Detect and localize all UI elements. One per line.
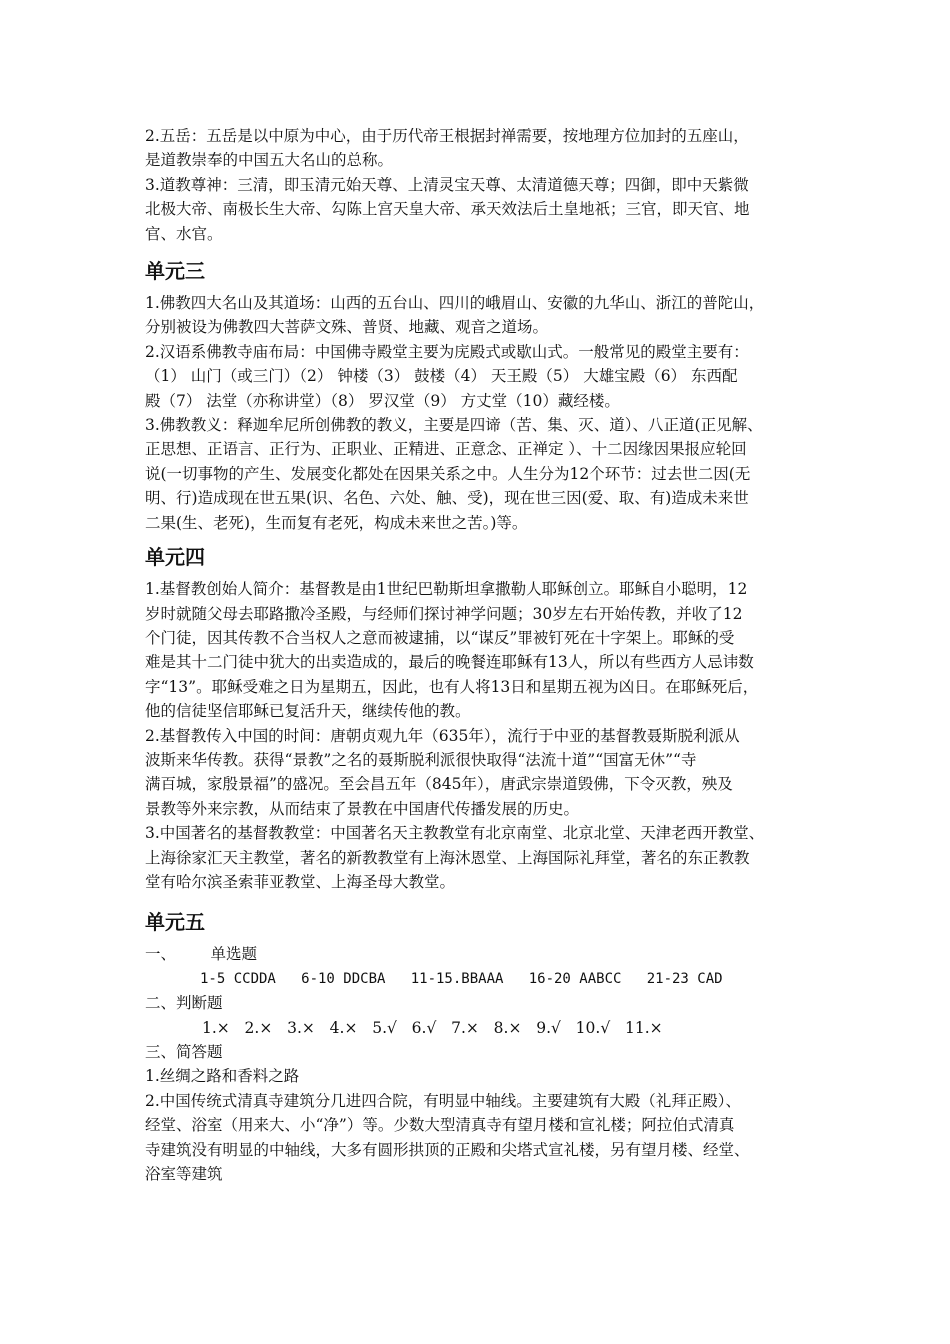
text-line: 1.佛教四大名山及其道场：山西的五台山、四川的峨眉山、安徽的九华山、浙江的普陀山， <box>145 294 765 313</box>
text-line: 字“13”。耶稣受难之日为星期五，因此，也有人将13日和星期五视为凶日。在耶稣死后， <box>145 677 759 696</box>
text-line: 二果(生、老死)，生而复有老死，构成未来世之苦。)等。 <box>145 513 528 532</box>
text-line: 岁时就随父母去耶路撒冷圣殿，与经师们探讨神学问题；30岁左右开始传教，并收了12 <box>145 604 743 623</box>
unit5-body <box>145 942 820 1186</box>
text-line: 个门徒，因其传教不合当权人之意而被逮捕，以“谋反”罪被钉死在十字架上。耶稣的受 <box>145 628 735 647</box>
section-true-false: 二、判断题 <box>145 994 223 1013</box>
true-false-answers: 1.× 2.× 3.× 4.× 5.√ 6.√ 7.× 8.× 9.√ 10.√ 11.× <box>202 1018 663 1037</box>
text-line: 3.道教尊神：三清，即玉清元始天尊、上清灵宝天尊、太清道德天尊；四御，即中天紫微 <box>145 175 749 194</box>
section-single-choice: 一、 单选题 <box>145 945 257 964</box>
text-line: 波斯来华传教。获得“景教”之名的聂斯脱利派很快取得“法流十道”“国富无休”“寺 <box>145 750 697 769</box>
text-line: 分别被设为佛教四大菩萨文殊、普贤、地藏、观音之道场。 <box>145 318 549 337</box>
unit4-heading: 单元四 <box>145 545 205 570</box>
text-line: 3.中国著名的基督教教堂：中国著名天主教教堂有北京南堂、北京北堂、天津老西开教堂、 <box>145 824 765 843</box>
text-line: 2.五岳：五岳是以中原为中心，由于历代帝王根据封禅需要，按地理方位加封的五座山， <box>145 127 749 145</box>
text-line: 是道教崇奉的中国五大名山的总称。 <box>145 151 394 170</box>
text-line: 难是其十二门徒中犹大的出卖造成的，最后的晚餐连耶稣有13人，所以有些西方人忌讳数 <box>145 653 754 672</box>
text-line: 寺建筑没有明显的中轴线，大多有圆形拱顶的正殿和尖塔式宣礼楼，另有望月楼、经堂、 <box>145 1140 750 1159</box>
text-line: 殿（7） 法堂（亦称讲堂）（8） 罗汉堂（9） 方丈堂（10）藏经楼。 <box>145 391 620 410</box>
text-line: 他的信徒坚信耶稣已复活升天，继续传他的教。 <box>145 702 471 721</box>
unit4-body <box>145 577 820 894</box>
text-line: 北极大帝、南极长生大帝、勾陈上宫天皇大帝、承天效法后土皇地祇；三官，即天官、地 <box>145 200 750 219</box>
text-line: 上海徐家汇天主教堂，著名的新教教堂有上海沐恩堂、上海国际礼拜堂，著名的东正教教 <box>145 848 750 867</box>
text-line: 2.中国传统式清真寺建筑分几进四合院，有明显中轴线。主要建筑有大殿（礼拜正殿）、 <box>145 1091 742 1110</box>
unit5-heading: 单元五 <box>145 910 205 935</box>
single-choice-answers: 1-5 CCDDA 6-10 DDCBA 11-15.BBAAA 16-20 AABCC 21-23 CAD <box>200 970 723 987</box>
text-line: 经堂、浴室（用来大、小“净”）等。少数大型清真寺有望月楼和宣礼楼；阿拉伯式清真 <box>145 1116 735 1135</box>
document-page <box>145 124 820 1186</box>
text-line: 2.基督教传入中国的时间：唐朝贞观九年（635年），流行于中亚的基督教聂斯脱利派从 <box>145 726 740 745</box>
text-line: 官、水官。 <box>145 224 223 243</box>
text-line: 1.基督教创始人简介：基督教是由1世纪巴勒斯坦拿撒勒人耶稣创立。耶稣自小聪明，12 <box>145 580 748 599</box>
text-line: 2.汉语系佛教寺庙布局：中国佛寺殿堂主要为庑殿式或歇山式。一般常见的殿堂主要有： <box>145 342 749 361</box>
text-line: 堂有哈尔滨圣索菲亚教堂、上海圣母大教堂。 <box>145 872 456 891</box>
text-line: 景教等外来宗教，从而结束了景教在中国唐代传播发展的历史。 <box>145 799 580 818</box>
text-line: 3.佛教教义：释迦牟尼所创佛教的教义，主要是四谛（苦、集、灭、道）、八正道(正见解、 <box>145 416 763 435</box>
text-line: 1.丝绸之路和香料之路 <box>145 1067 300 1086</box>
text-line: 明、行)造成现在世五果(识、名色、六处、触、受)，现在世三因(爱、取、有)造成未来世 <box>145 489 749 508</box>
unit3-body <box>145 291 820 535</box>
unit3-heading: 单元三 <box>145 259 205 284</box>
text-line: 说(一切事物的产生、发展变化都处在因果关系之中。人生分为12个环节：过去世二因(无 <box>145 464 751 483</box>
text-line: 正思想、正语言、正行为、正职业、正精进、正意念、正禅定 ）、十二因缘因果报应轮回 <box>145 440 747 459</box>
text-line: 浴室等建筑 <box>145 1165 223 1184</box>
text-line: 满百城，家殷景福”的盛况。至会昌五年（845年），唐武宗崇道毁佛，下令灭教，殃及 <box>145 775 733 794</box>
unit2-tail <box>145 124 820 246</box>
text-line: （1） 山门（或三门）（2） 钟楼（3） 鼓楼（4） 天王殿（5） 大雄宝殿（6） 东西配 <box>145 367 738 386</box>
section-short-answer: 三、简答题 <box>145 1043 223 1061</box>
